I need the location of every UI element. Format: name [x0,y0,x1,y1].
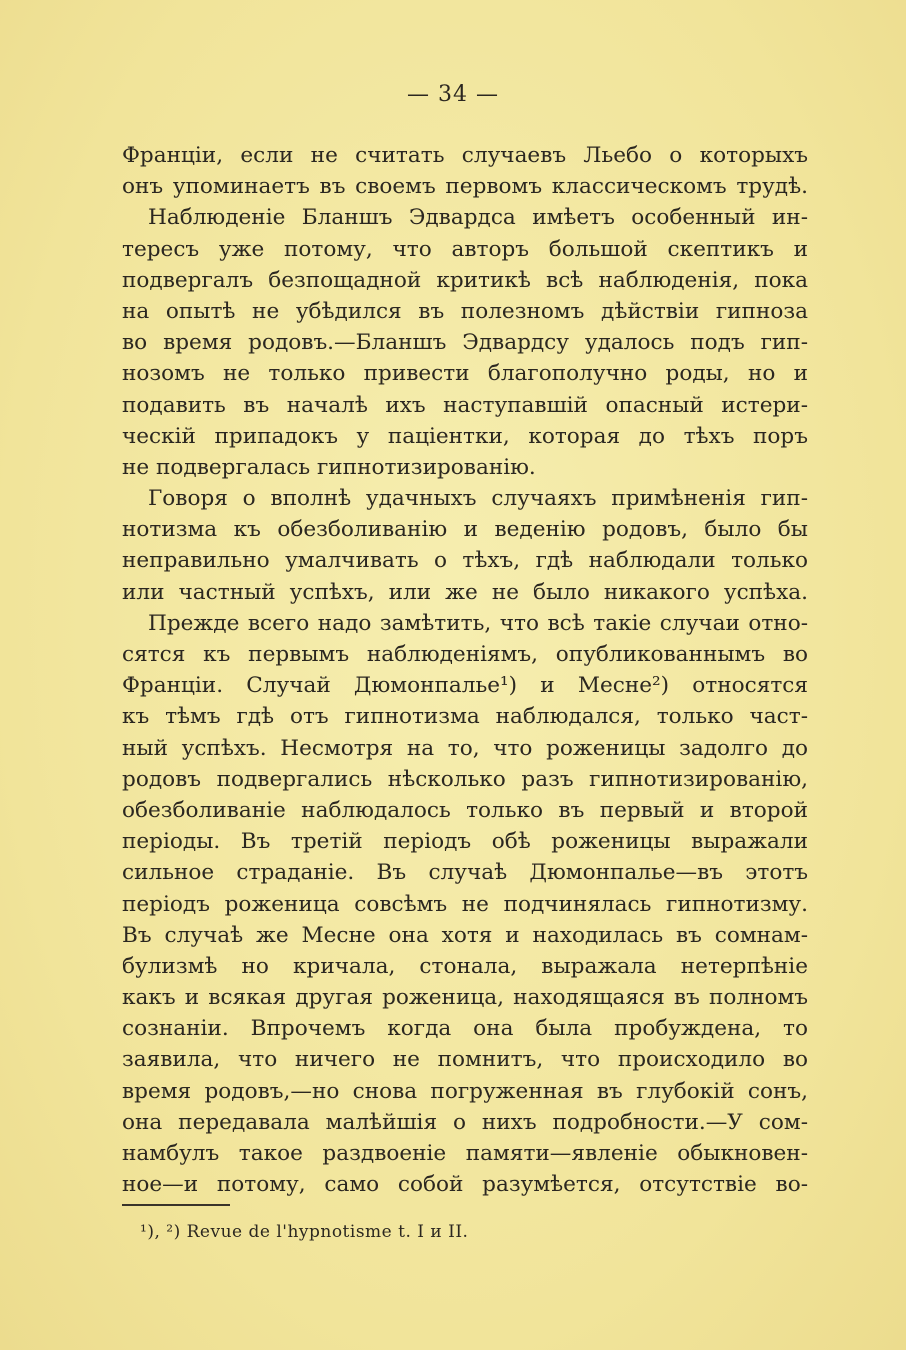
text-line: сознаніи. Впрочемъ когда она была пробуждена, то [122,1016,808,1042]
text-line: какъ и всякая другая роженица, находящаяся въ полномъ [122,985,808,1011]
text-line: родовъ подвергались нѣсколько разъ гипнотизированію, [122,766,808,792]
text-line: Говоря о вполнѣ удачныхъ случаяхъ примѣненія гип- [148,486,808,512]
text-line: подвергалъ безпощадной критикѣ всѣ наблюденія, пока [122,267,808,293]
text-line: намбулъ такое раздвоеніе памяти—явленіе обыкновен- [122,1141,808,1166]
text-line: нозомъ не только привести благополучно роды, но и [122,361,808,387]
text-line: онъ упоминаетъ въ своемъ первомъ классическомъ трудѣ. [122,174,808,200]
text-line: тересъ уже потому, что авторъ большой скептикъ и [122,236,808,262]
text-line: она передавала малѣйшія о нихъ подробности.—У сом- [122,1109,808,1135]
text-line: время родовъ,—но снова погруженная въ глубокій сонъ, [122,1078,808,1104]
text-line: во время родовъ.—Бланшъ Эдвардсу удалось подъ гип- [122,330,808,356]
text-line: Въ случаѣ же Месне она хотя и находилась въ сомнам- [122,922,808,948]
text-line: заявила, что ничего не помнитъ, что происходило во [122,1047,808,1073]
text-line: періоды. Въ третій періодъ обѣ роженицы выражали [122,829,808,855]
footnote-divider [122,1204,230,1206]
text-line: или частный успѣхъ, или же не было никакого успѣха. [122,579,808,605]
body-text [122,140,808,1200]
text-line: не подвергалась гипнотизированію. [122,454,536,480]
footnote: ¹), ²) Revue de l'hypnotisme t. I и II. [140,1222,469,1242]
text-line: Наблюденіе Бланшъ Эдвардса имѣетъ особенный ин- [148,205,808,231]
page-number: — 34 — [407,82,499,107]
text-line: нотизма къ обезболиванію и веденію родовъ, было бы [122,517,808,543]
text-line: Франціи, если не считать случаевъ Льебо о которыхъ [122,143,808,168]
text-line: періодъ роженица совсѣмъ не подчинялась гипнотизму. [122,891,808,917]
text-line: ный успѣхъ. Несмотря на то, что роженицы задолго до [122,735,808,761]
text-line: ное—и потому, само собой разумѣется, отсутствіе во- [122,1172,808,1198]
text-line: обезболиваніе наблюдалось только въ первый и второй [122,797,808,823]
text-line: къ тѣмъ гдѣ отъ гипнотизма наблюдался, только част- [122,704,808,730]
text-line: сятся къ первымъ наблюденіямъ, опубликованнымъ во [122,642,808,667]
text-line: сильное страданіе. Въ случаѣ Дюмонпалье—въ этотъ [122,860,808,886]
text-line: Прежде всего надо замѣтить, что всѣ такіе случаи отно- [148,610,808,636]
text-line: подавить въ началѣ ихъ наступавшій опасный истери- [122,392,808,418]
text-line: неправильно умалчивать о тѣхъ, гдѣ наблюдали только [122,548,808,574]
text-line: на опытѣ не убѣдился въ полезномъ дѣйствіи гипноза [122,298,808,324]
text-line: ческій припадокъ у паціентки, которая до тѣхъ поръ [122,423,808,449]
text-line: булизмѣ но кричала, стонала, выражала нетерпѣніе [122,953,808,979]
text-line: Франціи. Случай Дюмонпалье¹) и Месне²) относятся [122,673,808,699]
